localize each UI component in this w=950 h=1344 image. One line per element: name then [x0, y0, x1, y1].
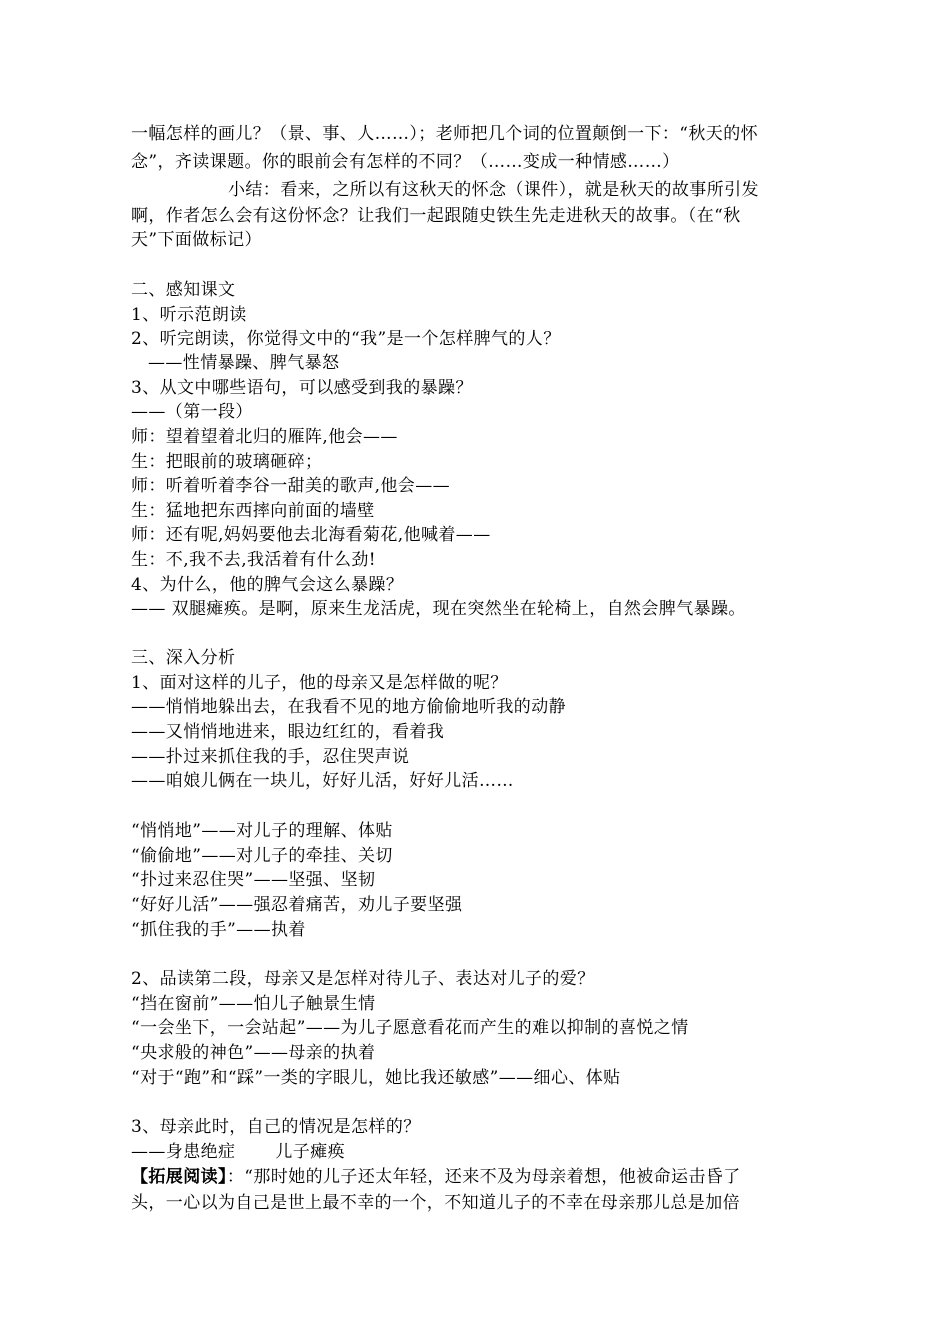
answer-line: ——性情暴躁、脾气暴怒 — [148, 353, 340, 373]
summary-line: 小结：看来，之所以有这秋天的怀念（课件），就是秋天的故事所引发 — [228, 180, 759, 200]
dialogue-line: 生：不,我不去,我活着有什么劲! — [131, 550, 377, 570]
keyword-line: “悄悄地”——对儿子的理解、体贴 — [131, 821, 393, 841]
list-item: 2、听完朗读，你觉得文中的“我”是一个怎样脾气的人？ — [131, 329, 561, 349]
answer-line: ——咱娘儿俩在一块儿，好好儿活，好好儿活…… — [131, 771, 514, 791]
paragraph-line: 头，一心以为自己是世上最不幸的一个，不知道儿子的不幸在母亲那儿总是加倍 — [131, 1193, 740, 1213]
answer-line: ——（第一段） — [131, 402, 253, 422]
keyword-line: “偷偷地”——对儿子的牵挂、关切 — [131, 846, 393, 866]
paragraph-line: 念”，齐读课题。你的眼前会有怎样的不同？（……变成一种情感……） — [131, 152, 680, 172]
answer-line: —— 双腿瘫痪。是啊，原来生龙活虎，现在突然坐在轮椅上，自然会脾气暴躁。 — [131, 599, 746, 619]
keyword-line: “扑过来忍住哭”——坚强、坚韧 — [131, 870, 376, 890]
extended-reading-text: ：“那时她的儿子还太年轻，还来不及为母亲着想，他被命运击昏了 — [226, 1167, 741, 1187]
list-item: 3、母亲此时，自己的情况是怎样的？ — [131, 1117, 421, 1137]
keyword-line: “抓住我的手”——执着 — [131, 920, 306, 940]
answer-line: ——悄悄地躲出去，在我看不见的地方偷偷地听我的动静 — [131, 697, 566, 717]
list-item: 2、品读第二段，母亲又是怎样对待儿子、表达对儿子的爱？ — [131, 969, 595, 989]
extended-reading-line — [131, 1166, 741, 1188]
dialogue-line: 生：猛地把东西摔向前面的墙壁 — [131, 501, 375, 521]
keyword-line: “央求般的神色”——母亲的执着 — [131, 1043, 376, 1063]
list-item: 1、面对这样的儿子，他的母亲又是怎样做的呢？ — [131, 673, 508, 693]
answer-part: ——身患绝症 — [131, 1142, 236, 1162]
keyword-line: “好好儿活”——强忍着痛苦，劝儿子要坚强 — [131, 895, 463, 915]
answer-line — [131, 1141, 345, 1163]
paragraph-line: 天”下面做标记） — [131, 230, 262, 250]
dialogue-line: 师：还有呢,妈妈要他去北海看菊花,他喊着—— — [131, 525, 491, 545]
extended-reading-label: 【拓展阅读】 — [131, 1167, 227, 1187]
section-heading: 二、感知课文 — [131, 280, 236, 300]
answer-line: ——扑过来抓住我的手，忍住哭声说 — [131, 747, 410, 767]
answer-part: 儿子瘫痪 — [275, 1142, 346, 1162]
dialogue-line: 师：听着听着李谷一甜美的歌声,他会—— — [131, 476, 451, 496]
dialogue-line: 生：把眼前的玻璃砸碎； — [131, 452, 323, 472]
keyword-line: “挡在窗前”——怕儿子触景生情 — [131, 994, 376, 1014]
list-item: 4、为什么，他的脾气会这么暴躁？ — [131, 575, 404, 595]
keyword-line: “一会坐下，一会站起”——为儿子愿意看花而产生的难以抑制的喜悦之情 — [131, 1018, 689, 1038]
list-item: 3、从文中哪些语句，可以感受到我的暴躁？ — [131, 378, 473, 398]
paragraph-line: 啊，作者怎么会有这份怀念？让我们一起跟随史铁生先走进秋天的故事。（在“秋 — [131, 206, 741, 226]
paragraph-line: 一幅怎样的画儿？（景、事、人……）；老师把几个词的位置颠倒一下：“秋天的怀 — [131, 124, 758, 144]
keyword-line: “对于“跑”和“踩”一类的字眼儿，她比我还敏感”——细心、体贴 — [131, 1068, 621, 1088]
section-heading: 三、深入分析 — [131, 648, 236, 668]
list-item: 1、听示范朗读 — [131, 305, 247, 325]
dialogue-line: 师：望着望着北归的雁阵,他会—— — [131, 427, 398, 447]
answer-line: ——又悄悄地进来，眼边红红的，看着我 — [131, 722, 445, 742]
